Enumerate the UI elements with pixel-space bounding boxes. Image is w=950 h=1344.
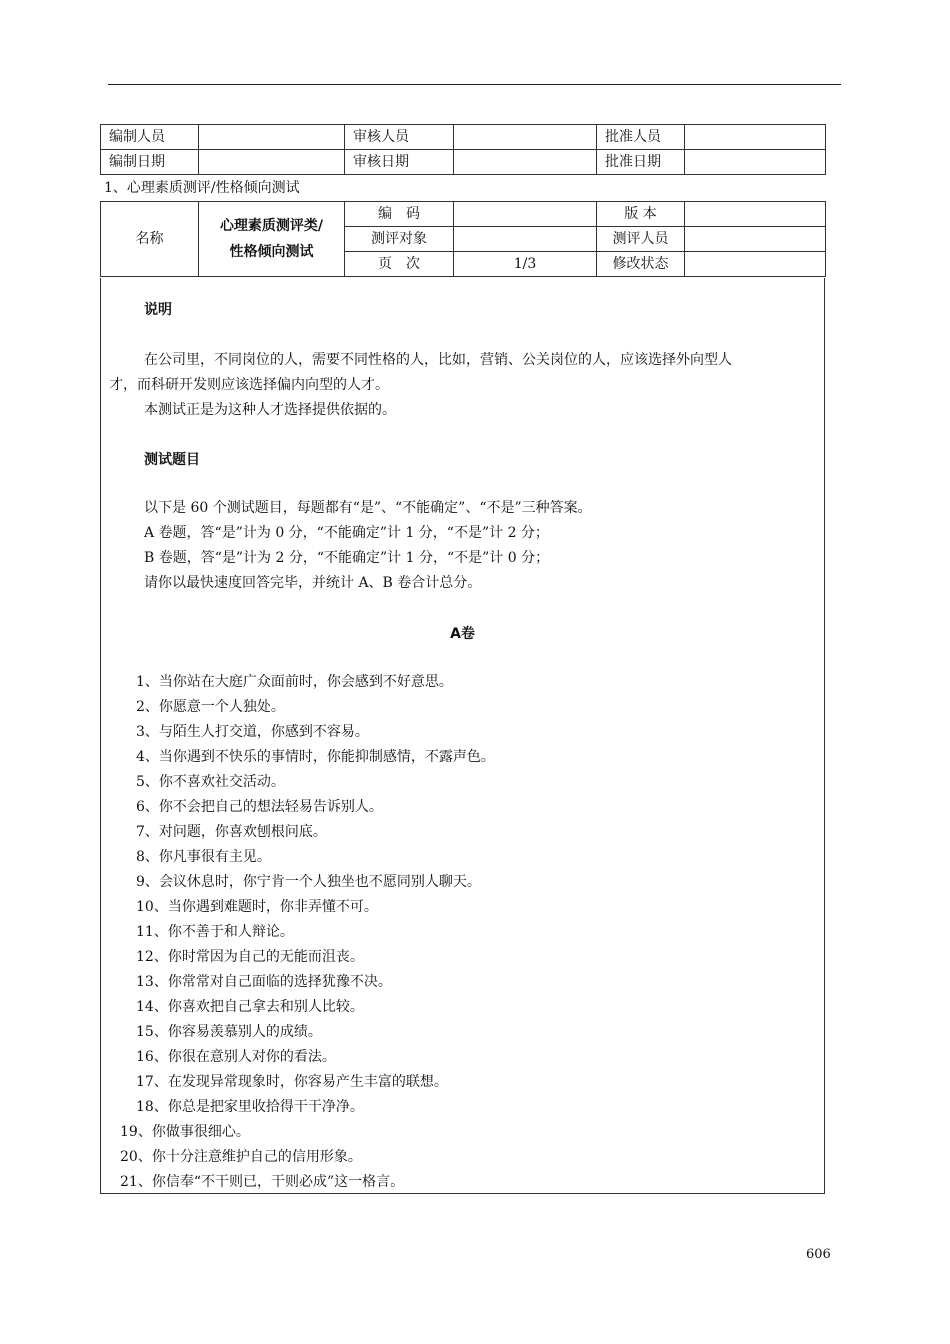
intro-paragraph-1: 在公司里，不同岗位的人，需要不同性格的人，比如，营销、公关岗位的人，应该选择外向型人 bbox=[144, 352, 732, 368]
question-item: 11、你不善于和人辩论。 bbox=[136, 924, 294, 940]
question-item: 1、当你站在大庭广众面前时，你会感到不好意思。 bbox=[136, 674, 453, 690]
question-item: 12、你时常因为自己的无能而沮丧。 bbox=[136, 949, 364, 965]
rules bbox=[144, 496, 814, 596]
question-item: 5、你不喜欢社交活动。 bbox=[136, 774, 285, 790]
page-label: 页 次 bbox=[345, 252, 454, 277]
code-value[interactable] bbox=[454, 202, 597, 227]
revision-value[interactable] bbox=[685, 252, 826, 277]
revision-label: 修改状态 bbox=[597, 252, 685, 277]
label-approver: 批准人员 bbox=[597, 125, 685, 150]
intro-text bbox=[109, 348, 819, 423]
value-review-date[interactable] bbox=[454, 150, 597, 175]
approval-table bbox=[100, 124, 826, 175]
question-item: 2、你愿意一个人独处。 bbox=[136, 699, 285, 715]
approval-row-dates bbox=[101, 150, 826, 175]
question-item: 8、你凡事很有主见。 bbox=[136, 849, 271, 865]
subject-label: 测评对象 bbox=[345, 227, 454, 252]
approval-row-author bbox=[101, 125, 826, 150]
question-item: 14、你喜欢把自己拿去和别人比较。 bbox=[136, 999, 364, 1015]
rule-line: A 卷题，答“是”计为 0 分，“不能确定”计 1 分，“不是”计 2 分； bbox=[144, 525, 549, 541]
label-reviewer: 审核人员 bbox=[345, 125, 454, 150]
value-approver[interactable] bbox=[685, 125, 826, 150]
question-item: 18、你总是把家里收拾得干干净净。 bbox=[136, 1099, 364, 1115]
evaluator-value[interactable] bbox=[685, 227, 826, 252]
label-approval-date: 批准日期 bbox=[597, 150, 685, 175]
question-item: 6、你不会把自己的想法轻易告诉别人。 bbox=[136, 799, 383, 815]
title-line-1: 心理素质测评类/ bbox=[219, 218, 324, 234]
code-label: 编 码 bbox=[345, 202, 454, 227]
volume-a-heading: A卷 bbox=[450, 626, 475, 642]
question-item: 16、你很在意别人对你的看法。 bbox=[136, 1049, 336, 1065]
question-item: 13、你常常对自己面临的选择犹豫不决。 bbox=[136, 974, 392, 990]
section-label: 1、心理素质测评/性格倾向测试 bbox=[104, 180, 300, 196]
label-review-date: 审核日期 bbox=[345, 150, 454, 175]
question-item: 10、当你遇到难题时，你非弄懂不可。 bbox=[136, 899, 378, 915]
version-value[interactable] bbox=[685, 202, 826, 227]
question-item: 20、你十分注意维护自己的信用形象。 bbox=[120, 1149, 362, 1165]
info-table bbox=[100, 201, 826, 277]
question-item: 7、对问题，你喜欢刨根问底。 bbox=[136, 824, 327, 840]
question-item: 21、你信奉“不干则已，干则必成”这一格言。 bbox=[120, 1174, 405, 1190]
rule-line: 以下是 60 个测试题目，每题都有“是”、“不能确定”、“不是”三种答案。 bbox=[144, 500, 592, 516]
question-item: 17、在发现异常现象时，你容易产生丰富的联想。 bbox=[136, 1074, 448, 1090]
question-item: 4、当你遇到不快乐的事情时，你能抑制感情，不露声色。 bbox=[136, 749, 495, 765]
value-approval-date[interactable] bbox=[685, 150, 826, 175]
intro-heading: 说明 bbox=[144, 302, 172, 318]
document-title bbox=[199, 202, 345, 277]
label-author-date: 编制日期 bbox=[101, 150, 199, 175]
intro-paragraph-1-cont: 才，而科研开发则应该选择偏内向型的人才。 bbox=[109, 377, 389, 393]
name-label: 名称 bbox=[101, 202, 199, 277]
question-item: 15、你容易羡慕别人的成绩。 bbox=[136, 1024, 322, 1040]
label-author: 编制人员 bbox=[101, 125, 199, 150]
content-box bbox=[100, 278, 825, 1194]
question-item: 9、会议休息时，你宁肯一个人独坐也不愿同别人聊天。 bbox=[136, 874, 481, 890]
evaluator-label: 测评人员 bbox=[597, 227, 685, 252]
rule-line: 请你以最快速度回答完毕，并统计 A、B 卷合计总分。 bbox=[144, 575, 482, 591]
question-list bbox=[101, 670, 824, 1195]
test-heading: 测试题目 bbox=[144, 452, 200, 468]
page-value: 1/3 bbox=[454, 252, 597, 277]
value-reviewer[interactable] bbox=[454, 125, 597, 150]
value-author-date[interactable] bbox=[199, 150, 345, 175]
value-author[interactable] bbox=[199, 125, 345, 150]
header-rule bbox=[108, 84, 841, 85]
title-line-2: 性格倾向测试 bbox=[229, 244, 314, 260]
question-item: 3、与陌生人打交道，你感到不容易。 bbox=[136, 724, 369, 740]
subject-value[interactable] bbox=[454, 227, 597, 252]
page-number: 606 bbox=[806, 1247, 831, 1262]
intro-paragraph-2: 本测试正是为这种人才选择提供依据的。 bbox=[144, 402, 396, 418]
version-label: 版 本 bbox=[597, 202, 685, 227]
rule-line: B 卷题，答“是”计为 2 分，“不能确定”计 1 分，“不是”计 0 分； bbox=[144, 550, 550, 566]
question-item: 19、你做事很细心。 bbox=[120, 1124, 250, 1140]
